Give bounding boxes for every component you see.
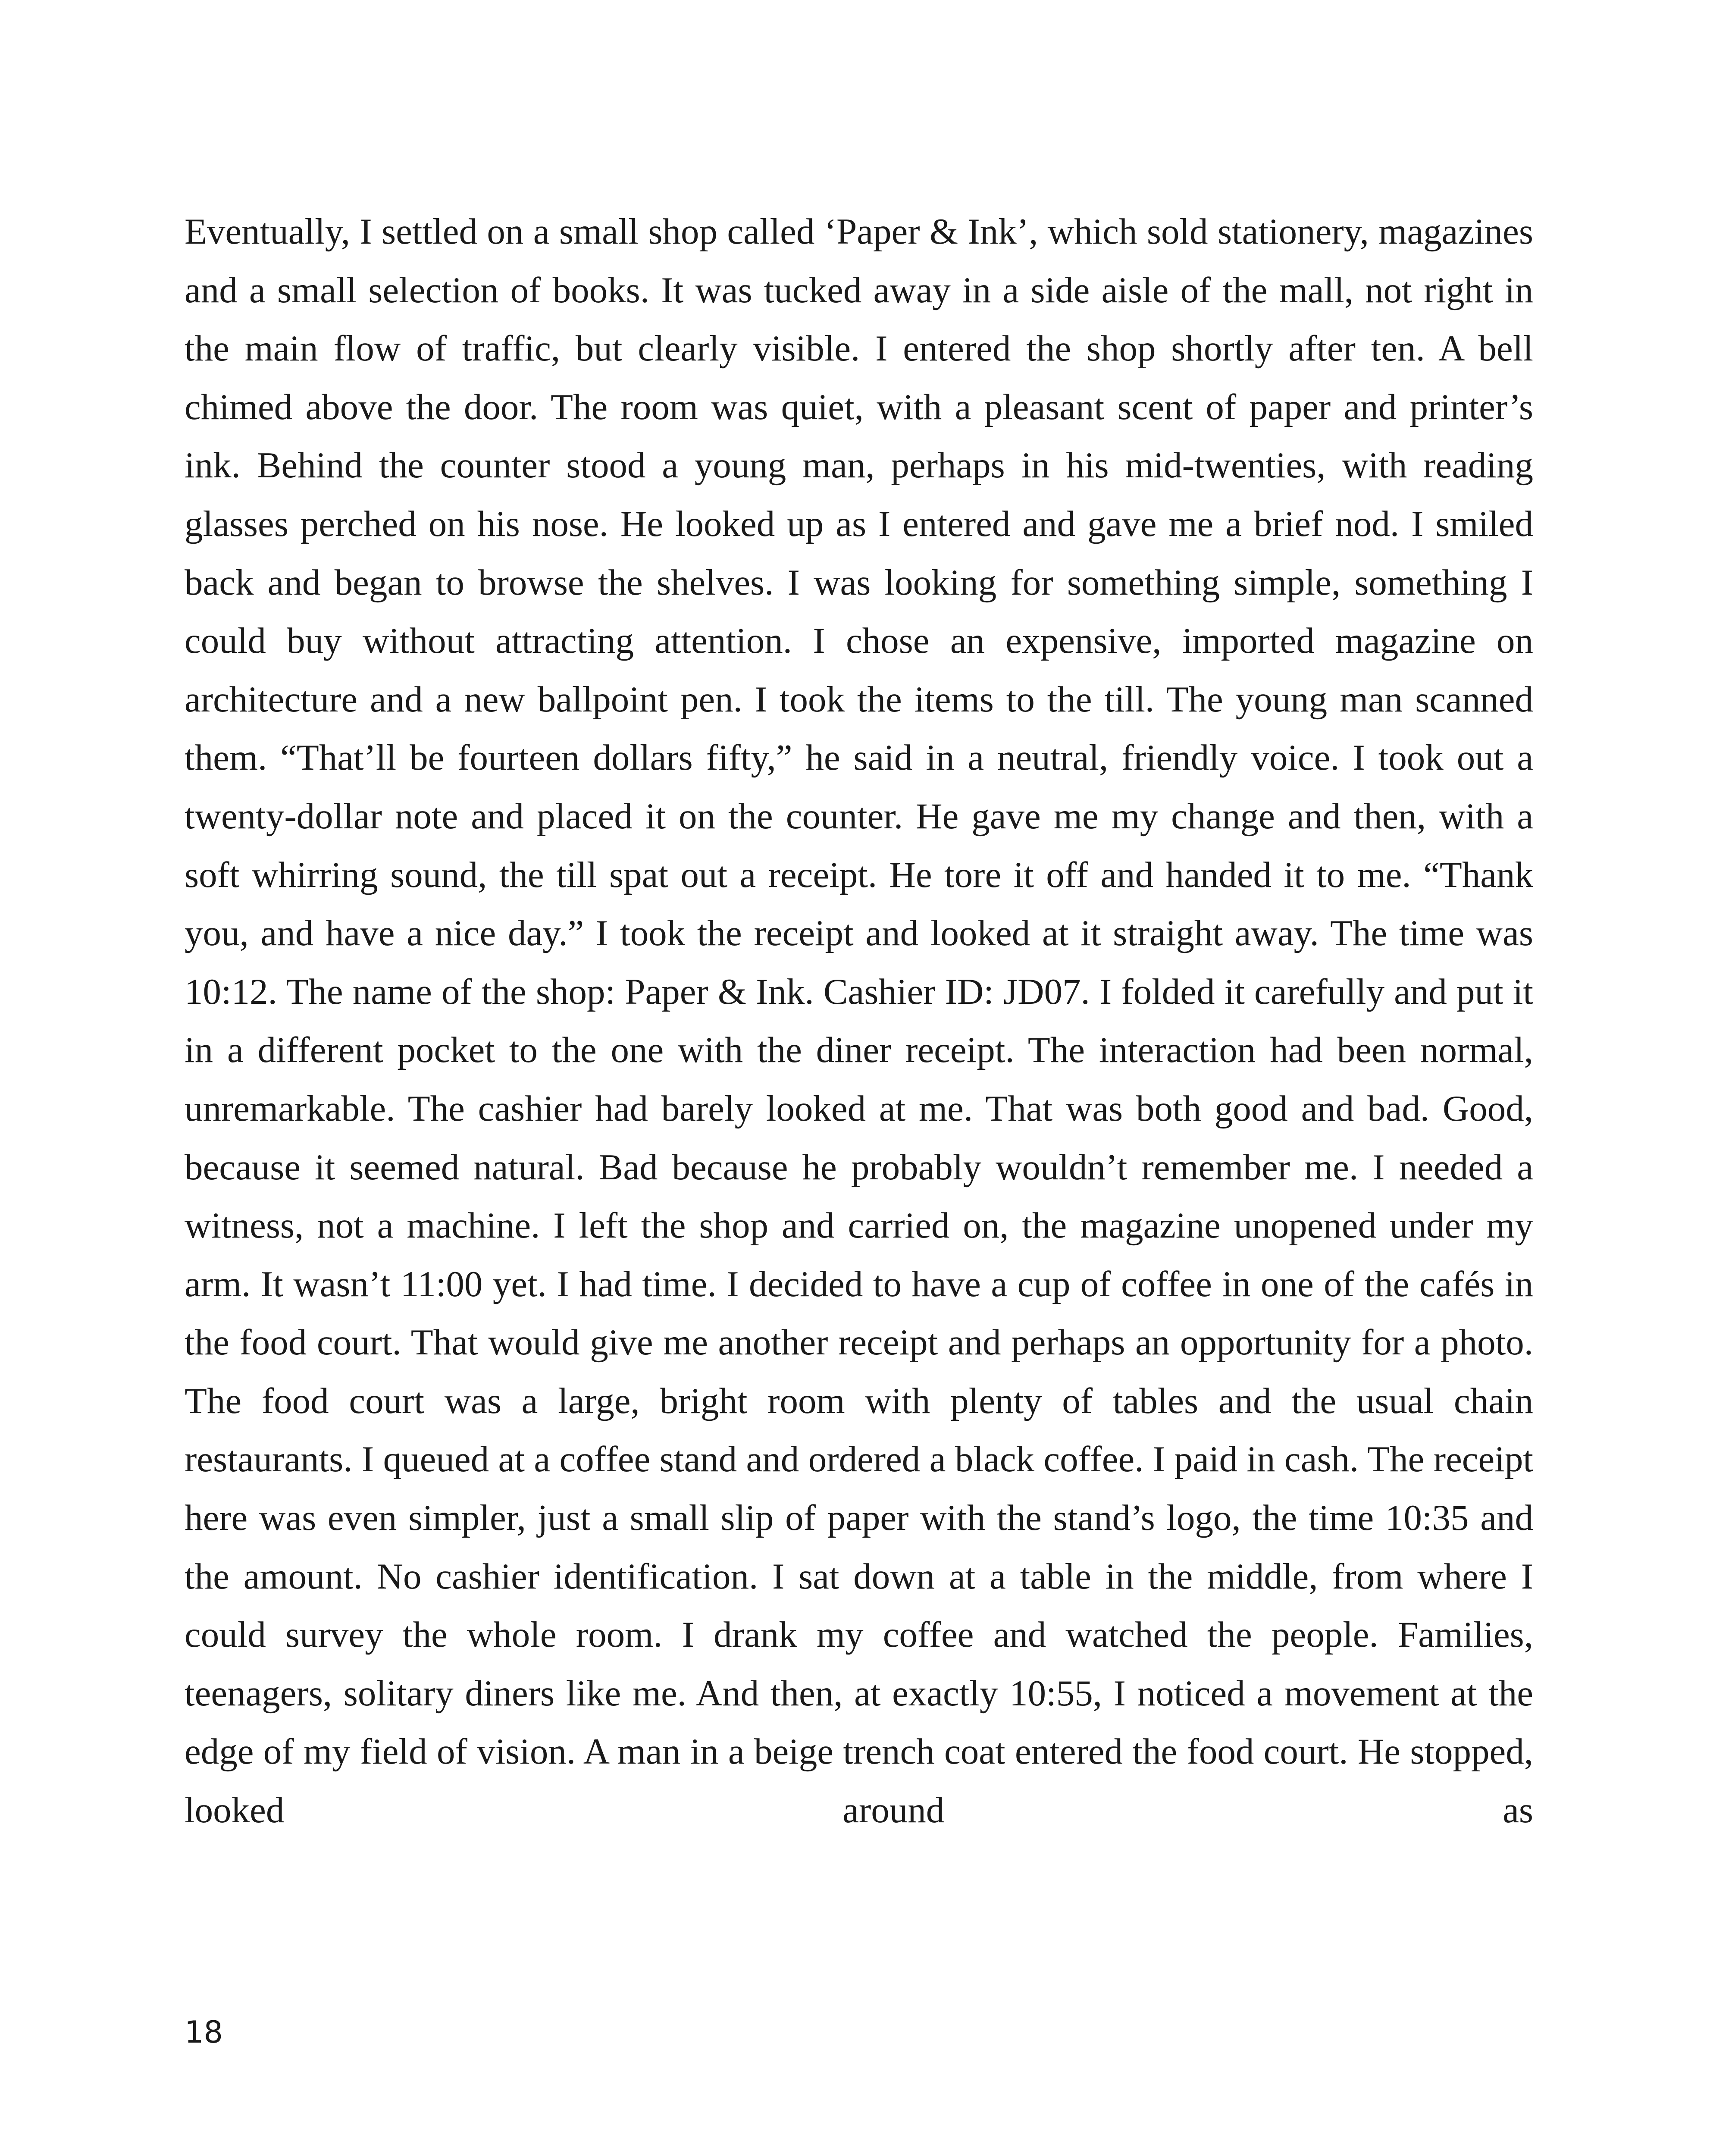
body-paragraph: Eventually, I settled on a small shop called ‘Paper & Ink’, which sold stationery, magazines and a small selection of books. It was tucked away in a side aisle of the mall, not right in the main flow of traffic, but clearly visible. I entered the shop shortly after ten. A bell chimed above the door. The room was quiet, with a pleasant scent of paper and printer’s ink. Behind the counter stood a young man, perhaps in his mid-twenties, with reading glasses perched on his nose. He looked up as I entered and gave me a brief nod. I smiled back and began to browse the shelves. I was looking for something simple, something I could buy without attracting attention. I chose an expensive, imported magazine on architecture and a new ballpoint pen. I took the items to the till. The young man scanned them. “That’ll be fourteen dollars fifty,” he said in a neutral, friendly voice. I took out a twenty-dollar note and placed it on the counter. He gave me my change and then, with a soft whirring sound, the till spat out a receipt. He tore it off and handed it to me. “Thank you, and have a nice day.” I took the receipt and looked at it straight away. The time was 10:12. The name of the shop: Paper & Ink. Cashier ID: JD07. I folded it carefully and put it in a different pocket to the one with the diner receipt. The interaction had been normal, unremarkable. The cashier had barely looked at me. That was both good and bad. Good, because it seemed natural. Bad because he probably wouldn’t remember me. I needed a witness, not a machine. I left the shop and carried on, the magazine unopened under my arm. It wasn’t 11:00 yet. I had time. I decided to have a cup of coffee in one of the cafés in the food court. That would give me another receipt and perhaps an opportunity for a photo. The food court was a large, bright room with plenty of tables and the usual chain restaurants. I queued at a coffee stand and ordered a black coffee. I paid in cash. The receipt here was even simpler, just a small slip of paper with the stand’s logo, the time 10:35 and the amount. No cashier identification. I sat down at a table in the middle, from where I could survey the whole room. I drank my coffee and watched the people. Families, teenagers, solitary diners like me. And then, at exactly 10:55, I noticed a movement at the edge of my field of vision. A man in a beige trench coat entered the food court. He stopped, looked around as <box>185 211 1533 1831</box>
page-number: 18 <box>185 2015 223 2050</box>
